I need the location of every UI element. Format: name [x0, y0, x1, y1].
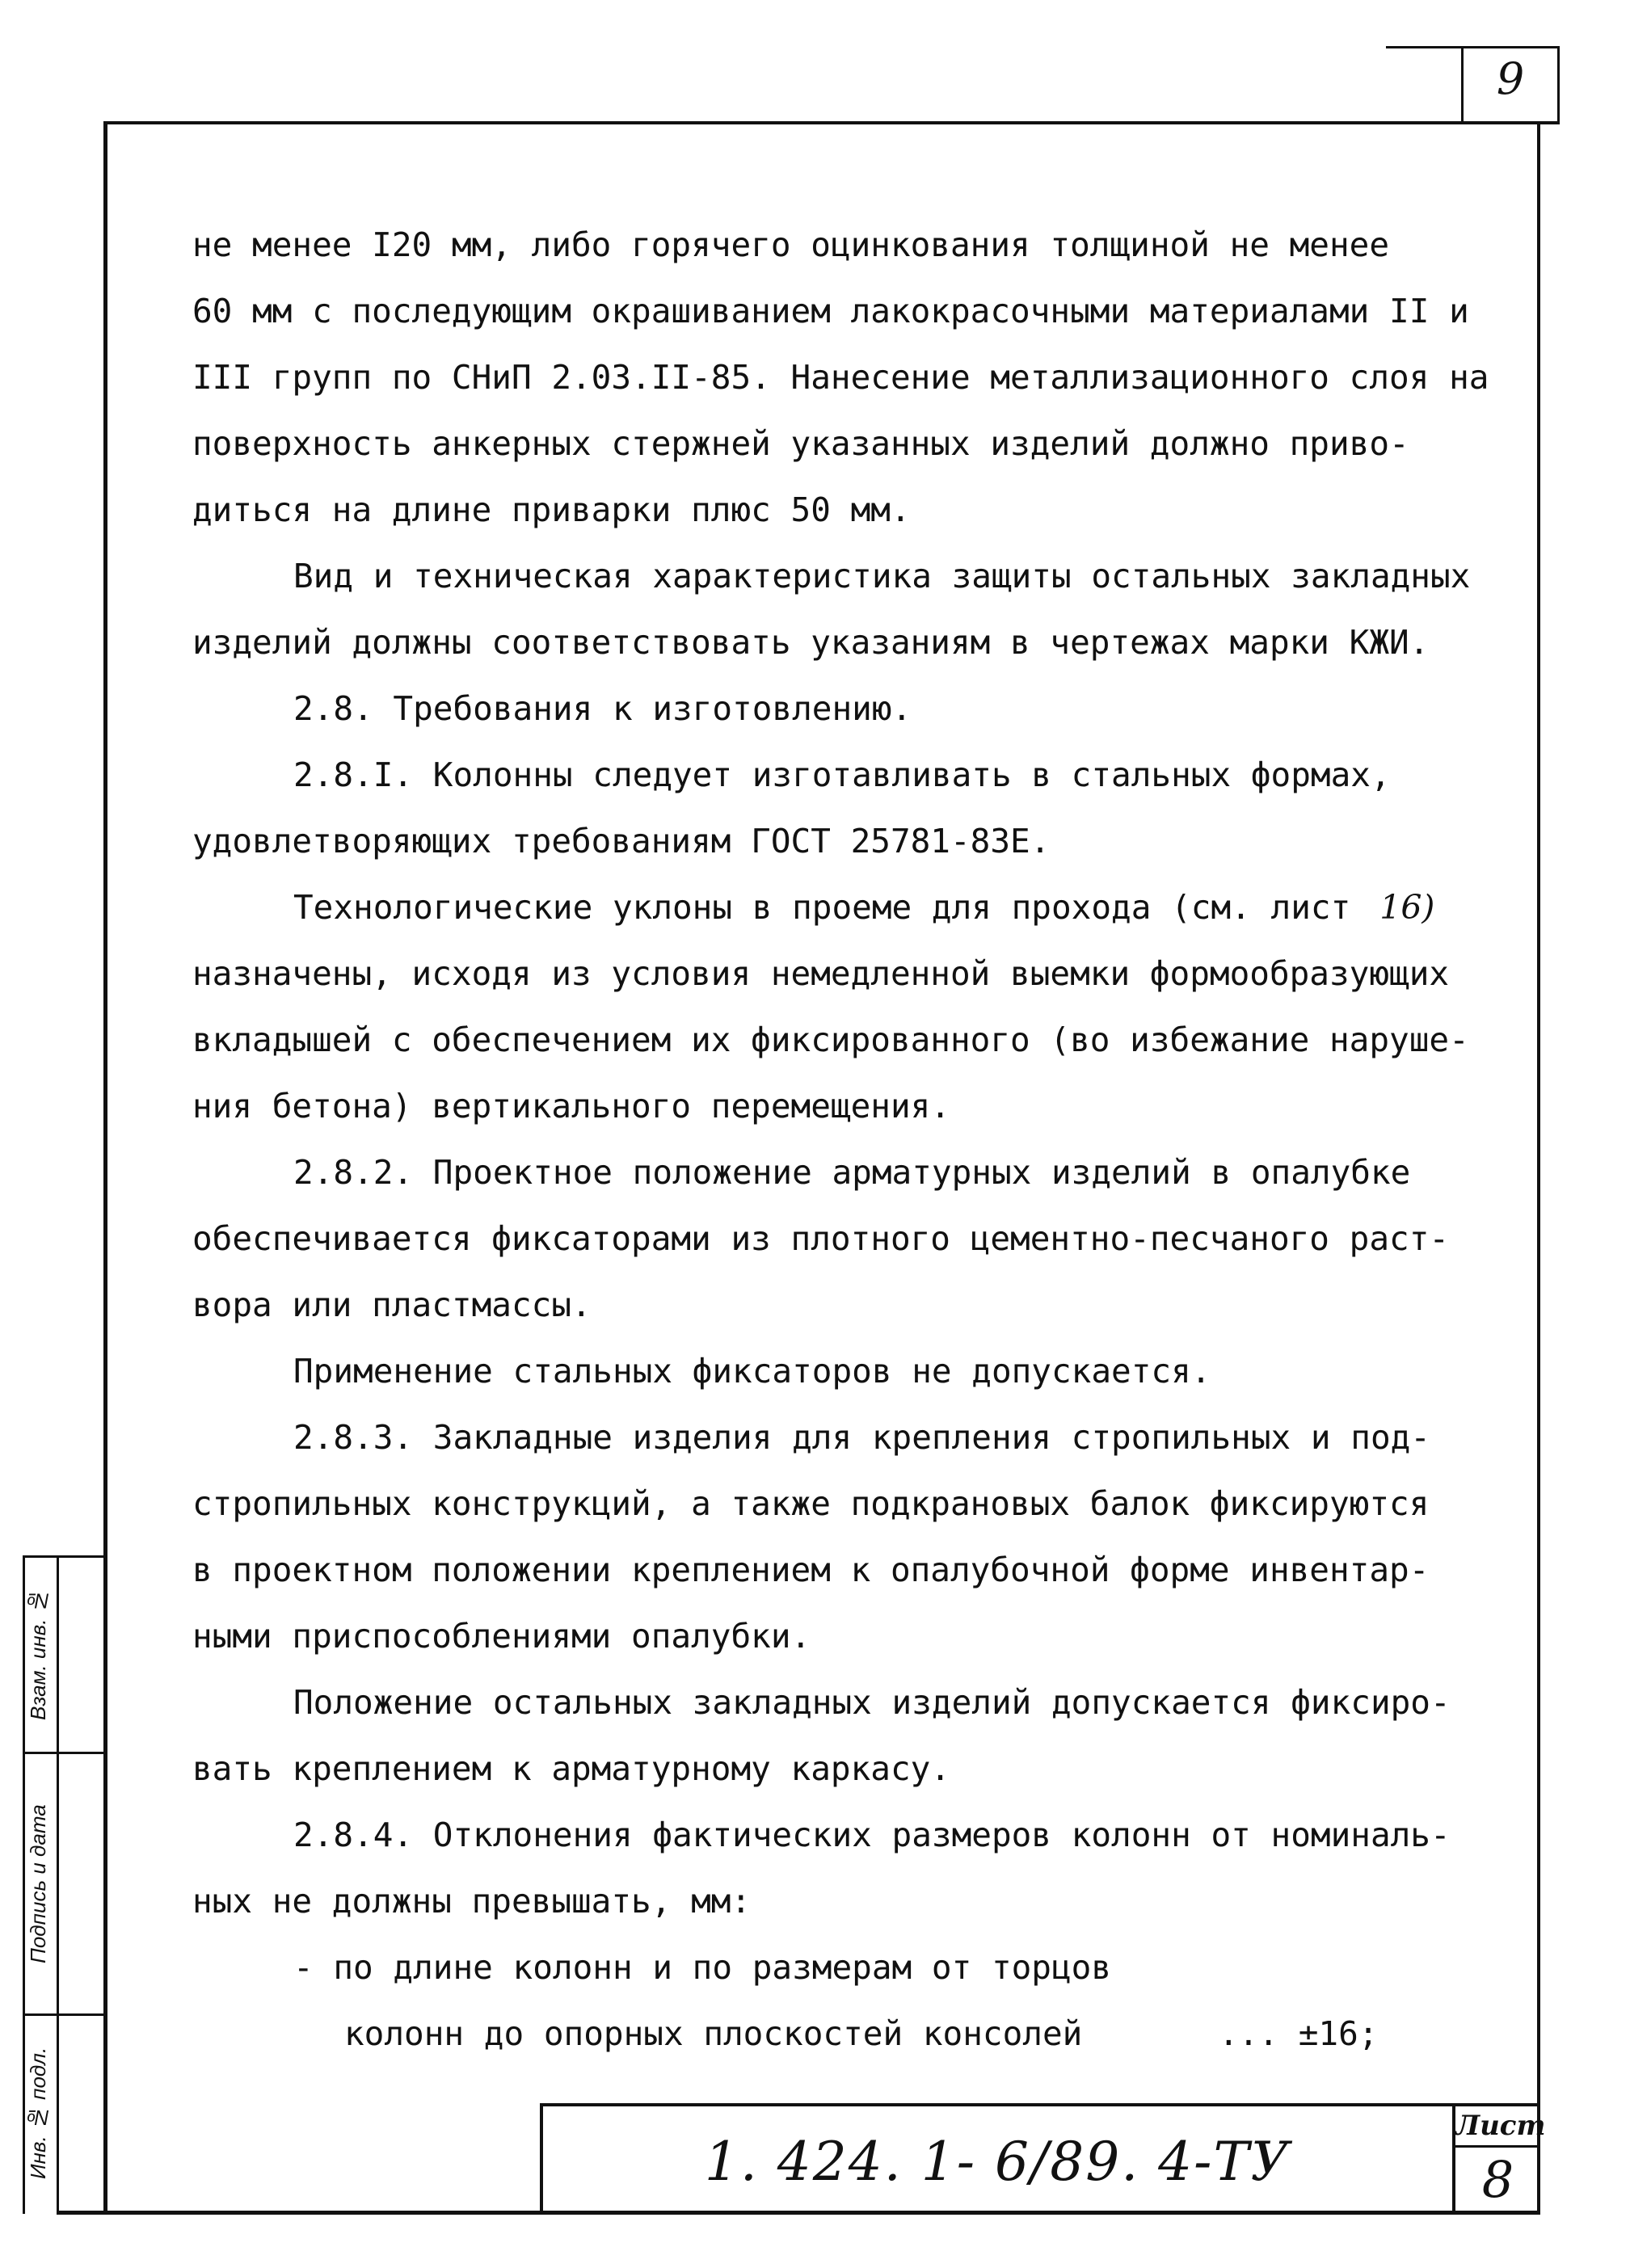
text-line: 2.8.2. Проектное положение арматурных изделий в опалубке: [293, 1153, 1411, 1192]
text-line-with-ref: [192, 874, 1461, 940]
body-text: [192, 212, 1489, 2067]
text-line: поверхность анкерных стержней указанных изделий должно приво-: [192, 424, 1409, 463]
document-code: 1. 424. 1- 6/89. 4-ТУ: [704, 2131, 1291, 2193]
list-item-continuation: [192, 2001, 1461, 2067]
text-line: изделий должны соответствовать указаниям в чертежах марки КЖИ.: [192, 623, 1430, 662]
page-corner-number: 9: [1496, 53, 1525, 104]
text-line: 60 мм с последующим окрашиванием лакокрасочными материалами II и: [192, 292, 1469, 330]
text-line: назначены, исходя из условия немедленной выемки формообразующих: [192, 954, 1450, 993]
text-line: Вид и техническая характеристика защиты остальных закладных: [293, 557, 1471, 595]
text-line: ния бетона) вертикального перемещения.: [192, 1087, 950, 1126]
side-strip-outer: [23, 1555, 25, 2214]
text-line: стропильных конструкций, а также подкрановых балок фиксируются: [192, 1484, 1430, 1523]
text-line: вора или пластмассы.: [192, 1285, 592, 1324]
text-line: 2.8.I. Колонны следует изготавливать в стальных формах,: [293, 755, 1391, 794]
sheet-label: Лист: [1455, 2110, 1546, 2142]
text-line: удовлетворяющих требованиям ГОСТ 25781-83Е.: [192, 822, 1051, 860]
frame-right: [1537, 121, 1540, 2214]
corner-box-top-line: [1386, 46, 1560, 48]
title-block-top: [540, 2103, 1540, 2106]
text-line: Применение стальных фиксаторов не допускается.: [293, 1352, 1211, 1391]
section-heading: 2.8. Требования к изготовлению.: [293, 689, 912, 728]
text-line: диться на длине приварки плюс 50 мм.: [192, 490, 911, 529]
text-line: 2.8.4. Отклонения фактических размеров колонн от номиналь-: [293, 1816, 1451, 1854]
text-line: III групп по СНиП 2.03.II-85. Нанесение металлизационного слоя на: [192, 358, 1489, 397]
side-strip-inner: [57, 1555, 59, 2214]
side-label-inv-podl: Инв. № подл.: [26, 2047, 50, 2180]
text-line: вать креплением к арматурному каркасу.: [192, 1749, 950, 1788]
text-line: Положение остальных закладных изделий допускается фиксиро-: [293, 1683, 1451, 1722]
text-line: 2.8.3. Закладные изделия для крепления стропильных и под-: [293, 1418, 1430, 1457]
text-line: вкладышей с обеспечением их фиксированного (во избежание наруше-: [192, 1020, 1469, 1059]
tolerance-value: ... ±16;: [1219, 2014, 1379, 2053]
text-line: обеспечивается фиксаторами из плотного цементно-песчаного раст-: [192, 1219, 1450, 1258]
frame-top: [103, 121, 1560, 124]
list-item: - по длине колонн и по размерам от торцов: [293, 1948, 1112, 1987]
side-label-replacement-inv: Взам. инв. №: [26, 1588, 50, 1721]
side-label-signature-date: Подпись и дата: [26, 1804, 50, 1963]
text-fragment: Технологические уклоны в проеме для прохода (см. лист: [293, 888, 1351, 927]
text-line: в проектном положении креплением к опалубочной форме инвентар-: [192, 1551, 1430, 1589]
text-line: не менее I20 мм, либо горячего оцинкования толщиной не менее: [192, 225, 1390, 264]
sheet-ref-handwritten: 16): [1379, 888, 1435, 927]
text-line: ными приспособлениями опалубки.: [192, 1617, 811, 1656]
text-line: ных не должны превышать, мм:: [192, 1882, 752, 1921]
text-fragment: колонн до опорных плоскостей консолей: [344, 2014, 1083, 2053]
sheet-number: 8: [1481, 2150, 1514, 2209]
frame-left: [103, 121, 107, 2214]
